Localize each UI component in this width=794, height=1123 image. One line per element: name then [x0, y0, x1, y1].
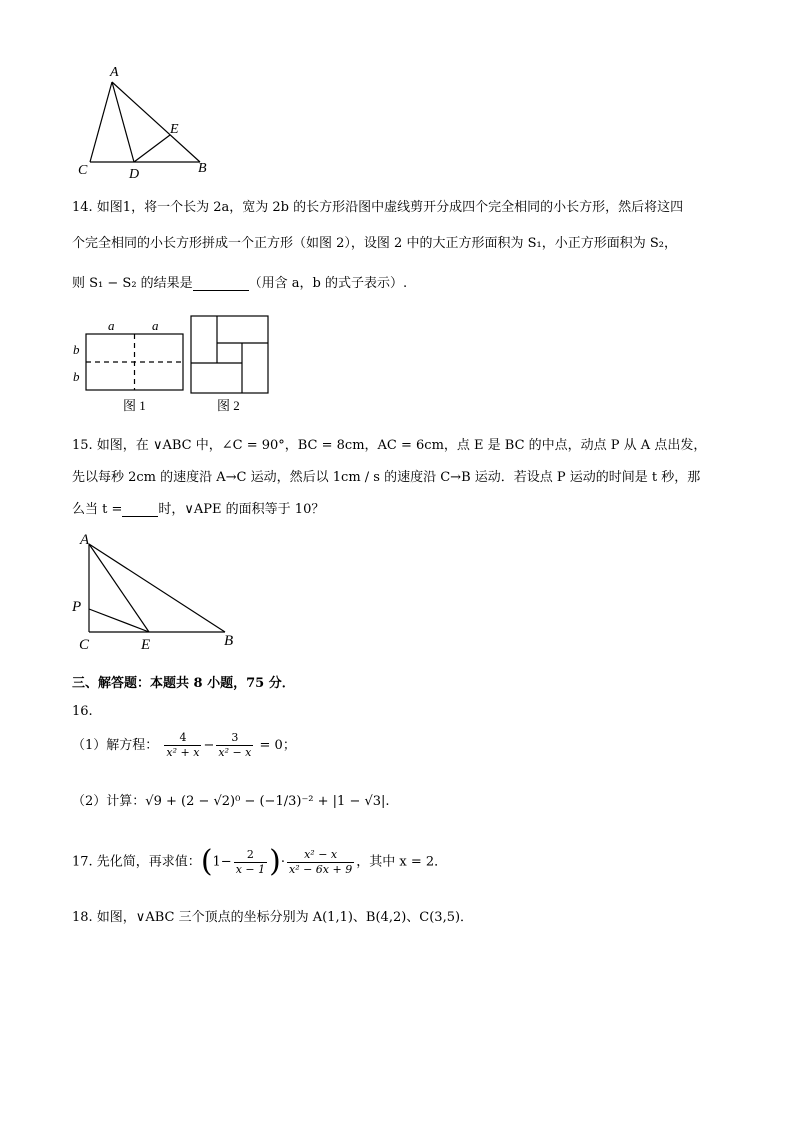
q14-line-2: 个完全相同的小长方形拼成一个正方形（如图 2），设图 2 中的大正方形面积为 S₁，小正方形面积为 S₂，: [72, 236, 677, 251]
fraction: [234, 848, 267, 877]
answer-blank: [122, 502, 158, 517]
answer-blank: [193, 276, 249, 291]
label-b: B: [224, 633, 234, 649]
label-a: A: [80, 532, 90, 548]
label-e: E: [170, 122, 179, 137]
label-a-left: a: [108, 318, 115, 333]
label-b-bottom: b: [73, 369, 80, 384]
q14-line-3-prefix: 则 S₁ − S₂ 的结果是: [72, 276, 193, 291]
q16-part-1-label: （1）解方程：: [72, 738, 159, 753]
q17-label: 17. 先化简，再求值：: [72, 854, 201, 870]
q15-line-3-prefix: 么当 t =: [72, 502, 123, 517]
label-d: D: [129, 167, 140, 182]
fraction: [164, 731, 201, 760]
q14-line-1: 14. 如图1，将一个长为 2a，宽为 2b 的长方形沿图中虚线剪开分成四个完全相同的小长方形，然后将这四: [72, 200, 684, 215]
caption-figure-2: 图 2: [217, 398, 240, 413]
q16-part-2: [72, 790, 390, 809]
expression: √9 + (2 − √2)⁰ − (−1/3)⁻² + |1 − √3|.: [145, 794, 390, 809]
q15-line-3-suffix: 时，∨APE 的面积等于 10？: [158, 502, 325, 517]
denominator: x² − x: [218, 746, 252, 759]
fraction: [287, 848, 354, 877]
q17: 17. 先化简，再求值：(1− $\frac{2}{x - 1}$ )· $\frac{\text{x² − x}}{\text{x² − 6x + 9}}$ ，其中 x = 2．: [72, 844, 448, 879]
numerator: 2: [234, 848, 267, 863]
denominator: x − 1: [235, 862, 266, 876]
triangle-figure-13: [72, 62, 222, 182]
label-a: A: [110, 65, 119, 80]
q14-line-3-suffix: （用含 a，b 的式子表示）.: [248, 276, 408, 291]
q15-line-2: 先以每秒 2cm 的速度沿 A→C 运动，然后以 1cm / s 的速度沿 C→B 运动．若设点 P 运动的时间是 t 秒，那: [72, 470, 701, 485]
label-e: E: [141, 637, 151, 653]
fraction: [216, 731, 253, 760]
numerator: 4: [164, 731, 201, 746]
label-c: C: [78, 163, 88, 178]
q15-line-3: [72, 498, 324, 517]
numerator: 3: [216, 731, 253, 746]
q17-tail: ，其中 x = 2．: [356, 854, 448, 870]
left-paren: (: [200, 844, 213, 879]
denominator: x² + x: [166, 746, 200, 759]
right-triangle-figure-15: [70, 528, 250, 654]
q14-line-3: [72, 272, 407, 291]
label-a-right: a: [152, 318, 159, 333]
q18: 18. 如图，∨ABC 三个顶点的坐标分别为 A(1,1)、B(4,2)、C(3,5)．: [72, 910, 474, 925]
q16-part-2-label: （2）计算：: [72, 794, 146, 809]
q16-part-1: [72, 731, 296, 760]
label-b: B: [198, 161, 207, 176]
label-b-top: b: [73, 342, 80, 357]
q16-number: 16.: [72, 704, 93, 719]
denominator: x² − 6x + 9: [288, 862, 353, 876]
rectangle-figures-14: [66, 314, 276, 416]
section-heading: 三、解答题：本题共 8 小题，75 分．: [72, 676, 295, 691]
caption-figure-1: 图 1: [123, 398, 146, 413]
label-c: C: [79, 637, 90, 653]
equation-tail: = 0；: [259, 738, 296, 753]
right-paren: ): [269, 844, 281, 879]
numerator: x² − x: [287, 848, 354, 863]
q15-line-1: 15. 如图，在 ∨ABC 中，∠C = 90°，BC = 8cm，AC = 6cm，点 E 是 BC 的中点，动点 P 从 A 点出发，: [72, 438, 707, 453]
minus-sign: −: [203, 738, 215, 753]
label-p: P: [72, 599, 82, 615]
